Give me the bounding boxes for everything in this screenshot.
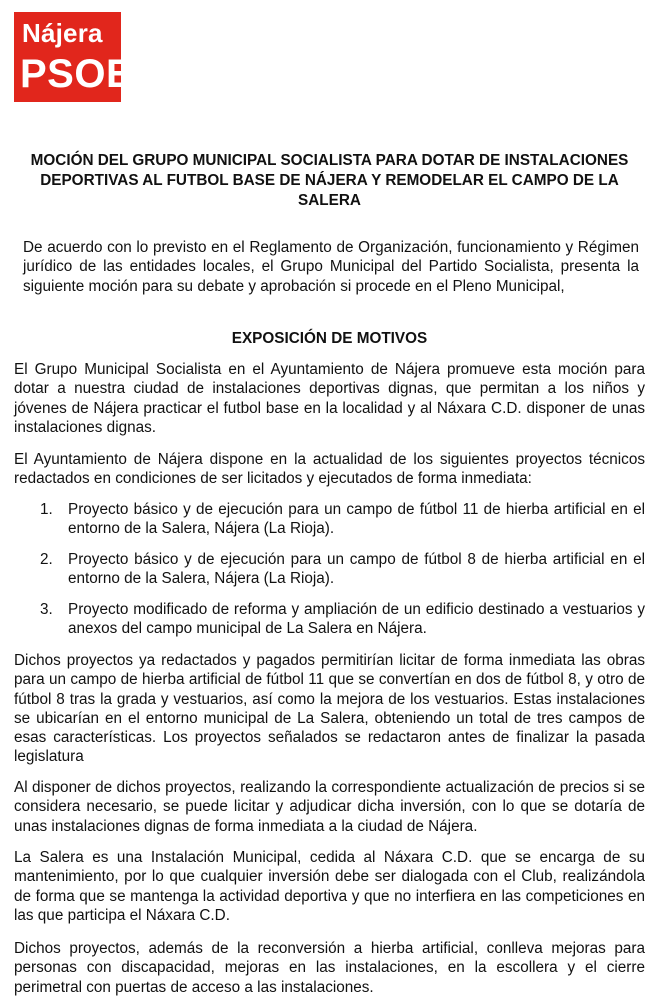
list-number: 1. [40,501,53,518]
paragraph-6: Dichos proyectos, además de la reconversión a hierba artificial, conlleva mejoras para personas con discapacidad, mejoras en las instalaciones, en la escollera y el cierre perimetral con puertas de acceso a las instalaciones. [14,940,645,996]
psoe-logo [14,12,134,102]
logo-party-text: PSOE [20,52,134,96]
document-title: MOCIÓN DEL GRUPO MUNICIPAL SOCIALISTA PARA DOTAR DE INSTALACIONES DEPORTIVAS AL FUTBOL BASE DE NÁJERA Y REMODELAR EL CAMPO DE LA SALERA [30,152,629,209]
paragraph-4: Al disponer de dichos proyectos, realizando la correspondiente actualización de precios si se considera necesario, se puede licitar y adjudicar dicha inversión, con lo que se dotaría de unas instalaciones dignas de forma inmediata a la ciudad de Nájera. [14,779,645,835]
paragraph-3: Dichos proyectos ya redactados y pagados permitirían licitar de forma inmediata las obras para un campo de hierba artificial de fútbol 11 que se convertían en dos de fútbol 8, y otro de fútbol 8 tras la grada y vestuarios, así como la mejora de los vestuarios. Estas instalaciones se ubicarían en el entorno municipal de La Salera, obteniendo un total de tres campos de esas características. Los proyectos señalados se redactaron antes de finalizar la pasada legislatura [14,652,645,766]
section-heading: EXPOSICIÓN DE MOTIVOS [231,330,428,347]
intro-paragraph: De acuerdo con lo previsto en el Reglamento de Organización, funcionamiento y Régimen jurídico de las entidades locales, el Grupo Municipal del Partido Socialista, presenta la siguiente moción para su debate y aprobación si procede en el Pleno Municipal, [23,239,639,295]
paragraph-1: El Grupo Municipal Socialista en el Ayuntamiento de Nájera promueve esta moción para dotar a nuestra ciudad de instalaciones deportivas dignas, que permitan a los niños y jóvenes de Nájera practicar el futbol base en la localidad y al Náxara C.D. disponer de unas instalaciones dignas. [14,361,645,436]
logo-city-text: Nájera [22,18,103,48]
list-text: Proyecto básico y de ejecución para un campo de fútbol 11 de hierba artificial en el entorno de la Salera, Nájera (La Rioja). [68,501,645,538]
list-number: 3. [40,601,53,618]
paragraph-5: La Salera es una Instalación Municipal, cedida al Náxara C.D. que se encarga de su mantenimiento, por lo que cualquier inversión debe ser dialogada con el Club, realizándola de forma que se mantenga la actividad deportiva y que no interfiera en las competiciones en las que participa el Náxara C.D. [14,849,645,924]
list-text: Proyecto básico y de ejecución para un campo de fútbol 8 de hierba artificial en el entorno de la Salera, Nájera (La Rioja). [68,551,645,588]
list-number: 2. [40,551,53,568]
list-text: Proyecto modificado de reforma y ampliación de un edificio destinado a vestuarios y anexos del campo municipal de La Salera en Nájera. [68,601,645,638]
paragraph-2: El Ayuntamiento de Nájera dispone en la actualidad de los siguientes proyectos técnicos redactados en condiciones de ser licitados y ejecutados de forma inmediata: [14,451,645,488]
